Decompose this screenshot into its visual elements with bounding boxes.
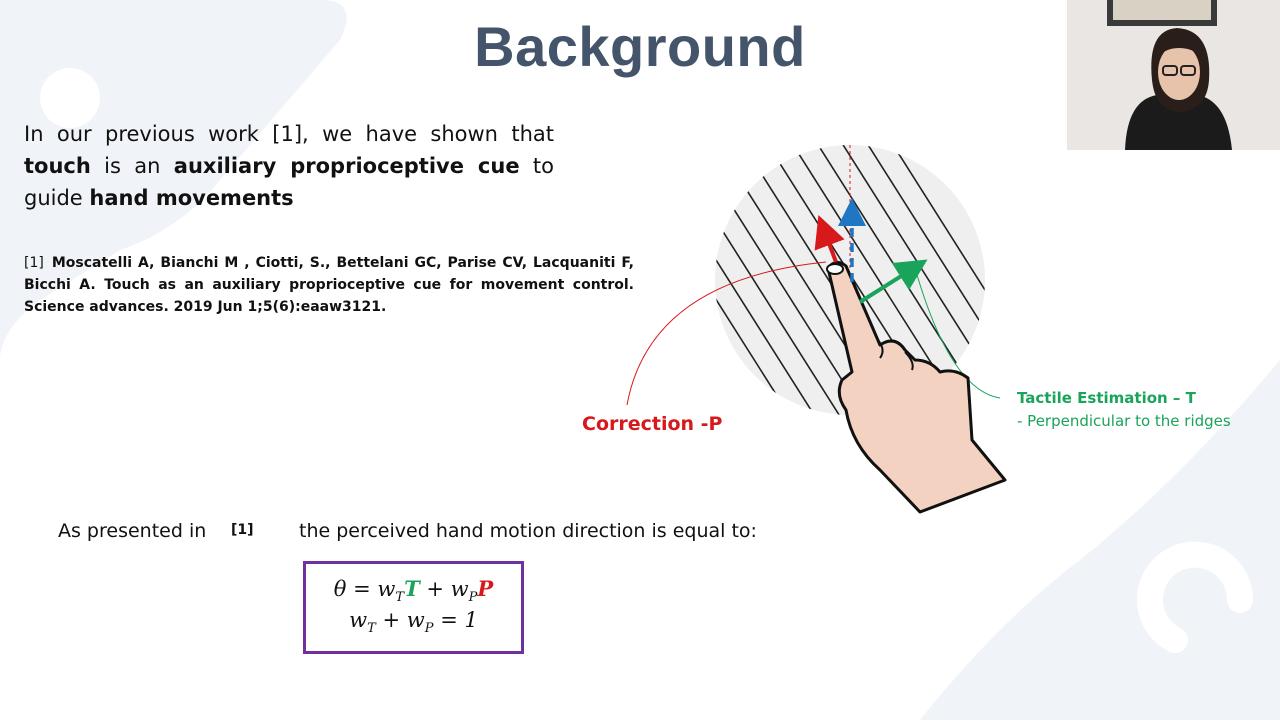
equation-description: the perceived hand motion direction is equal to: [299,520,757,542]
intro-paragraph [24,118,554,214]
equation-intro-ref: [1] [231,522,254,538]
intro-text: In our previous work [1], we have shown that [24,122,554,146]
reference-citation [24,252,634,318]
formula-line-1: $\theta = w_TT + w_PP$ [333,576,494,606]
reference-tag: [1] [24,255,44,271]
correction-label: Correction -P [582,413,723,435]
intro-text: is an [90,154,174,178]
equation-intro-text: As presented in [58,520,207,542]
formula-P: P [477,576,494,601]
webcam-presenter-icon [1067,0,1280,150]
intro-text: to guide [24,154,554,210]
formula-box [303,561,524,654]
intro-bold-hand: hand movements [89,186,294,210]
webcam-feed [1067,0,1280,150]
slide-title: Background [474,15,806,78]
intro-bold-cue: auxiliary proprioceptive cue [173,154,520,178]
formula-line-2: $w_T + w_P = 1$ [349,608,478,637]
formula-T: T [404,576,420,601]
tactile-estimation-sublabel: - Perpendicular to the ridges [1017,412,1231,430]
tactile-estimation-label: Tactile Estimation – T [1017,389,1196,407]
intro-bold-touch: touch [24,154,91,178]
reference-text: Moscatelli A, Bianchi M , Ciotti, S., Bettelani GC, Parise CV, Lacquaniti F, Bicchi A. Touch as an auxiliary proprioceptive cue for movement control. Science advances. 2019 Jun 1;5(6):eaaw3121. [24,255,634,315]
hand-illustration-icon [570,140,1010,520]
